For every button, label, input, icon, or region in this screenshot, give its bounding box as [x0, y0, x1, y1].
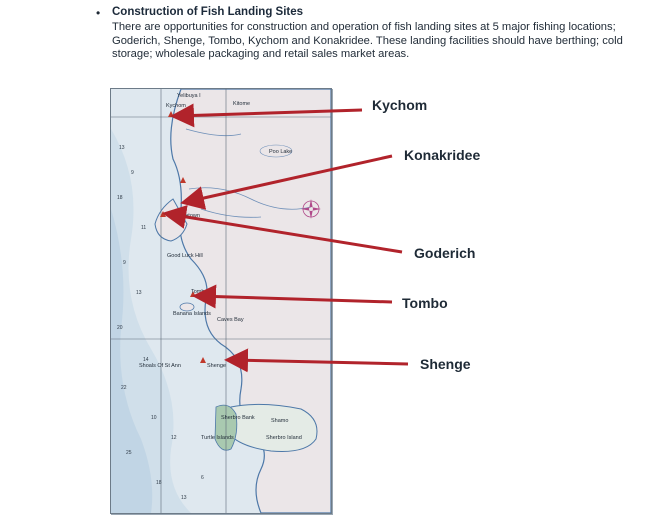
map-label-shamo: Shamo [271, 418, 289, 424]
map-label-sherbro-island: Sherbro Island [266, 435, 302, 441]
map-label-caves-bay: Caves Bay [217, 317, 244, 323]
map-label-sherbro-bank: Sherbro Bank [221, 415, 255, 421]
label-konakridee: Konakridee [404, 147, 481, 163]
label-tombo: Tombo [402, 295, 448, 311]
label-shenge: Shenge [420, 356, 471, 372]
svg-text:6: 6 [201, 475, 204, 481]
map-label-poo-lake: Poo Lake [269, 149, 293, 155]
svg-text:11: 11 [141, 225, 147, 231]
map-label-good-luck-hill: Good Luck Hill [167, 253, 203, 259]
map-label-kitome: Kitome [233, 101, 251, 107]
section-paragraph: There are opportunities for construction and operation of fish landing sites at 5 major fishing locations; Goderich, Shenge, Tombo, Kychom and Konakridee. These landing facilities should have berthing; cold storage; wholesale packaging and retail sales market areas. [112, 21, 623, 61]
svg-text:14: 14 [143, 357, 149, 363]
svg-text:13: 13 [119, 145, 125, 151]
svg-text:22: 22 [121, 385, 127, 391]
map-label-banana-islands: Banana Islands [173, 311, 211, 317]
svg-text:10: 10 [151, 415, 157, 421]
map-label-shenge: Shenge [207, 363, 226, 369]
svg-text:12: 12 [171, 435, 177, 441]
map-label-yelibuya: Yelibuya I [177, 93, 201, 99]
svg-text:18: 18 [156, 480, 162, 486]
fishing-locations-map [110, 88, 332, 514]
map-label-kychom: Kychom [166, 103, 186, 109]
map-label-freetown: Freetown [177, 213, 200, 219]
svg-text:13: 13 [136, 290, 142, 296]
label-goderich: Goderich [414, 245, 476, 261]
map-label-shoals: Shoals Of St Ann [139, 363, 181, 369]
svg-text:9: 9 [123, 260, 126, 266]
map-label-turtle-islands: Turtle Islands [201, 435, 234, 441]
svg-text:25: 25 [126, 450, 132, 456]
svg-text:20: 20 [117, 325, 123, 331]
bullet-marker: • [96, 6, 101, 20]
nautical-chart [111, 89, 331, 513]
svg-text:9: 9 [131, 170, 134, 176]
section-heading: Construction of Fish Landing Sites [112, 6, 304, 18]
label-kychom: Kychom [372, 97, 428, 113]
map-label-tombo: Tombo [191, 289, 208, 295]
svg-text:13: 13 [181, 495, 187, 501]
svg-text:18: 18 [117, 195, 123, 201]
